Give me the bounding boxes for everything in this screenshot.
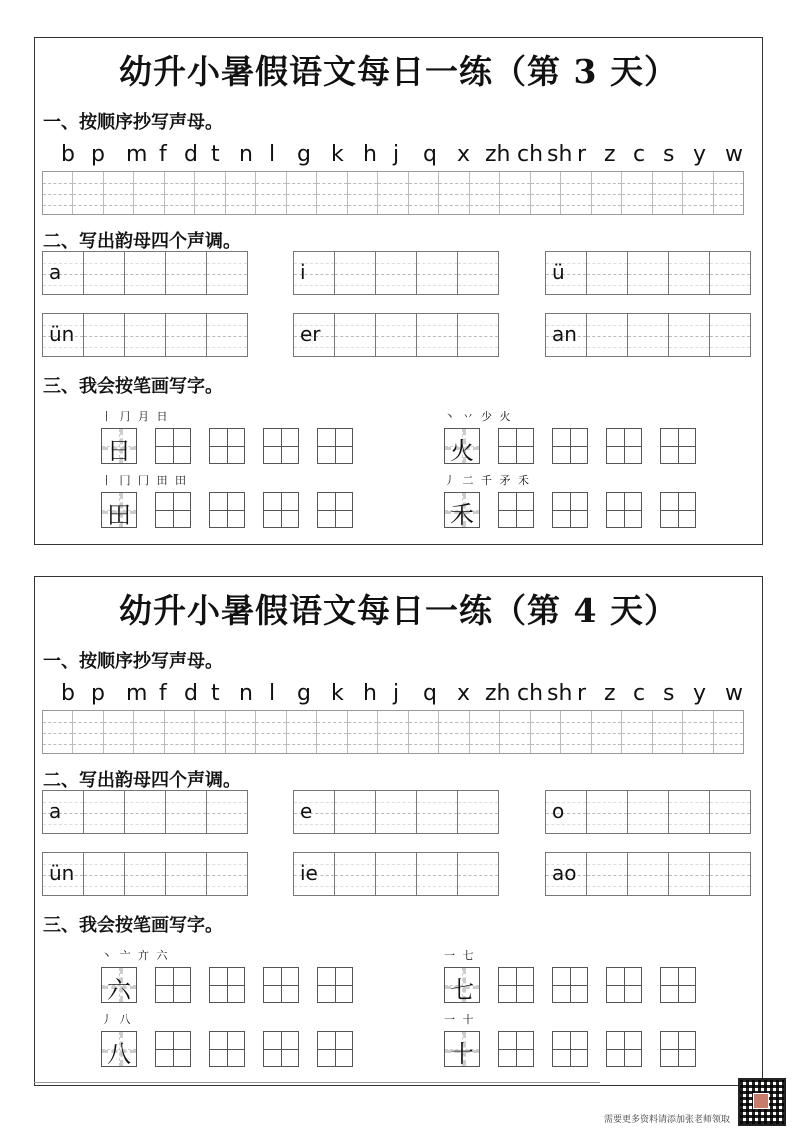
tone-cell[interactable] — [457, 251, 499, 295]
footer-note: 需要更多资料请添加张老师领取 — [603, 1115, 730, 1125]
initial-letter: l — [269, 681, 276, 706]
stroke-order: 丿 八 — [101, 1013, 133, 1026]
copy-cell[interactable] — [470, 711, 500, 753]
tianzige-cell[interactable] — [209, 1031, 245, 1067]
stroke-order: 丶 丷 少 火 — [444, 410, 513, 423]
tone-cell[interactable] — [416, 790, 458, 834]
tone-write-group[interactable] — [42, 790, 248, 834]
final-label: o — [552, 799, 565, 823]
copy-cell[interactable] — [592, 711, 622, 753]
tone-cell[interactable] — [206, 251, 248, 295]
copy-cell[interactable] — [104, 172, 134, 214]
tone-cell[interactable] — [627, 790, 669, 834]
model-character: 火 — [450, 437, 474, 465]
initial-letter: t — [211, 681, 220, 706]
tone-cell[interactable] — [457, 313, 499, 357]
copy-cell[interactable] — [256, 172, 286, 214]
tone-cell[interactable] — [375, 251, 417, 295]
initial-letter: l — [269, 142, 276, 167]
tone-cell[interactable] — [334, 251, 376, 295]
tone-cell[interactable] — [709, 313, 751, 357]
initial-letter: n — [239, 142, 253, 167]
tone-cell[interactable] — [416, 852, 458, 896]
section-3-heading: 三、我会按笔画写字。 — [43, 376, 223, 397]
initial-letter: h — [363, 681, 377, 706]
initial-letter: f — [159, 142, 167, 167]
tianzige-cell[interactable] — [444, 428, 480, 464]
footer-divider — [34, 1082, 600, 1083]
tianzige-cell[interactable] — [263, 492, 299, 528]
copy-cell[interactable] — [256, 711, 286, 753]
copy-cell[interactable] — [348, 172, 378, 214]
worksheet-day3 — [34, 37, 763, 545]
copy-cell[interactable] — [378, 172, 408, 214]
final-label: ün — [49, 322, 75, 346]
tone-write-group[interactable] — [293, 790, 499, 834]
tone-cell[interactable] — [668, 251, 710, 295]
copy-cell[interactable] — [531, 711, 561, 753]
initial-letter: ch — [517, 142, 544, 167]
copy-cell[interactable] — [714, 711, 743, 753]
initial-letter: j — [393, 681, 400, 706]
tone-cell[interactable] — [627, 251, 669, 295]
initial-letter: zh — [485, 142, 511, 167]
char-practice-row[interactable] — [444, 428, 714, 464]
tianzige-cell[interactable] — [209, 967, 245, 1003]
tone-cell[interactable] — [416, 251, 458, 295]
copy-cell[interactable] — [226, 711, 256, 753]
tianzige-cell[interactable] — [317, 967, 353, 1003]
tianzige-cell[interactable] — [498, 492, 534, 528]
tianzige-cell[interactable] — [606, 492, 642, 528]
copy-cell[interactable] — [622, 711, 652, 753]
stroke-order: 丶 亠 亣 六 — [101, 949, 170, 962]
copy-cell[interactable] — [500, 172, 530, 214]
copy-cell[interactable] — [531, 172, 561, 214]
copy-cell[interactable] — [500, 711, 530, 753]
char-practice-row[interactable] — [101, 492, 371, 528]
initial-letter: s — [663, 142, 675, 167]
stroke-order: 丿 二 千 矛 禾 — [444, 474, 531, 487]
char-practice-row[interactable] — [444, 967, 714, 1003]
tone-cell[interactable] — [293, 251, 335, 295]
tianzige-cell[interactable] — [660, 492, 696, 528]
copy-cell[interactable] — [653, 711, 683, 753]
tone-cell[interactable] — [586, 251, 628, 295]
qr-avatar — [753, 1093, 769, 1109]
tone-cell[interactable] — [586, 790, 628, 834]
tone-cell[interactable] — [42, 790, 84, 834]
stroke-order: 一 十 — [444, 1013, 476, 1026]
stroke-order: 一 七 — [444, 949, 476, 962]
tianzige-cell[interactable] — [317, 428, 353, 464]
tianzige-cell[interactable] — [317, 1031, 353, 1067]
copy-cell[interactable] — [653, 172, 683, 214]
initials-row — [35, 142, 764, 172]
final-label: ao — [552, 861, 577, 885]
final-label: ie — [300, 861, 318, 885]
copy-cell[interactable] — [348, 711, 378, 753]
tone-write-group[interactable] — [42, 251, 248, 295]
tone-cell[interactable] — [545, 790, 587, 834]
tianzige-cell[interactable] — [498, 1031, 534, 1067]
tone-cell[interactable] — [668, 313, 710, 357]
initial-letter: q — [423, 142, 437, 167]
tone-cell[interactable] — [42, 852, 84, 896]
copy-cell[interactable] — [561, 172, 591, 214]
copy-cell[interactable] — [226, 172, 256, 214]
tone-cell[interactable] — [206, 790, 248, 834]
initial-letter: y — [693, 142, 707, 167]
tone-cell[interactable] — [709, 790, 751, 834]
copy-cell[interactable] — [287, 711, 317, 753]
initial-letter: d — [184, 142, 198, 167]
final-label: a — [49, 799, 62, 823]
tianzige-cell[interactable] — [444, 492, 480, 528]
initial-letter: b — [61, 681, 75, 706]
final-label: e — [300, 799, 313, 823]
final-label: ün — [49, 861, 75, 885]
initial-letter: x — [457, 681, 471, 706]
initial-letter: t — [211, 142, 220, 167]
tone-cell[interactable] — [545, 313, 587, 357]
initial-letter: sh — [547, 681, 573, 706]
worksheet-day4 — [34, 576, 763, 1086]
tianzige-cell[interactable] — [498, 967, 534, 1003]
copy-cell[interactable] — [134, 711, 164, 753]
copy-cell[interactable] — [195, 172, 225, 214]
tone-cell[interactable] — [334, 313, 376, 357]
copy-cell[interactable] — [409, 172, 439, 214]
section-1-heading: 一、按顺序抄写声母。 — [43, 651, 223, 672]
tone-cell[interactable] — [124, 313, 166, 357]
copy-cell[interactable] — [561, 711, 591, 753]
model-character: 七 — [450, 976, 474, 1004]
copy-cell[interactable] — [470, 172, 500, 214]
tone-cell[interactable] — [42, 251, 84, 295]
tone-write-group[interactable] — [42, 852, 248, 896]
copy-grid[interactable] — [42, 710, 744, 754]
initial-letter: z — [604, 142, 616, 167]
initial-letter: f — [159, 681, 167, 706]
copy-cell[interactable] — [409, 711, 439, 753]
copy-cell[interactable] — [439, 711, 469, 753]
tone-cell[interactable] — [165, 313, 207, 357]
tone-cell[interactable] — [42, 313, 84, 357]
tone-cell[interactable] — [165, 251, 207, 295]
copy-cell[interactable] — [592, 172, 622, 214]
initial-letter: k — [331, 142, 344, 167]
tone-write-group[interactable] — [293, 313, 499, 357]
section-2-heading: 二、写出韵母四个声调。 — [43, 770, 241, 791]
tianzige-cell[interactable] — [263, 1031, 299, 1067]
char-practice-row[interactable] — [444, 492, 714, 528]
stroke-order: 丨 ⼌ 冂 田 田 — [101, 474, 188, 487]
tone-cell[interactable] — [375, 790, 417, 834]
copy-cell[interactable] — [714, 172, 743, 214]
tone-cell[interactable] — [334, 852, 376, 896]
tone-cell[interactable] — [627, 852, 669, 896]
copy-grid[interactable] — [42, 171, 744, 215]
copy-cell[interactable] — [683, 172, 713, 214]
tone-cell[interactable] — [293, 852, 335, 896]
initial-letter: q — [423, 681, 437, 706]
tone-cell[interactable] — [586, 313, 628, 357]
worksheet-title: 幼升小暑假语文每日一练（第 3 天） — [119, 52, 678, 91]
tianzige-cell[interactable] — [606, 428, 642, 464]
initial-letter: d — [184, 681, 198, 706]
initial-letter: h — [363, 142, 377, 167]
initial-letter: w — [725, 142, 743, 167]
copy-cell[interactable] — [683, 711, 713, 753]
tianzige-cell[interactable] — [101, 492, 137, 528]
copy-cell[interactable] — [287, 172, 317, 214]
initial-letter: j — [393, 142, 400, 167]
section-3-heading: 三、我会按笔画写字。 — [43, 915, 223, 936]
tone-cell[interactable] — [293, 313, 335, 357]
model-character: 六 — [107, 976, 131, 1004]
initial-letter: z — [604, 681, 616, 706]
tone-cell[interactable] — [334, 790, 376, 834]
model-character: 禾 — [450, 501, 474, 529]
tianzige-cell[interactable] — [317, 492, 353, 528]
tianzige-cell[interactable] — [660, 428, 696, 464]
tone-cell[interactable] — [545, 852, 587, 896]
tianzige-cell[interactable] — [660, 967, 696, 1003]
initial-letter: g — [297, 681, 311, 706]
initial-letter: m — [126, 142, 148, 167]
copy-cell[interactable] — [73, 172, 103, 214]
tianzige-cell[interactable] — [444, 1031, 480, 1067]
tone-cell[interactable] — [457, 790, 499, 834]
tone-cell[interactable] — [545, 251, 587, 295]
stroke-order: 丨 ⺆ 月 日 — [101, 410, 170, 423]
tone-write-group[interactable] — [293, 251, 499, 295]
tone-cell[interactable] — [206, 313, 248, 357]
tone-cell[interactable] — [586, 852, 628, 896]
tianzige-cell[interactable] — [552, 428, 588, 464]
tone-cell[interactable] — [83, 852, 125, 896]
char-practice-row[interactable] — [444, 1031, 714, 1067]
tone-cell[interactable] — [709, 251, 751, 295]
tone-write-group[interactable] — [545, 313, 751, 357]
tianzige-cell[interactable] — [155, 967, 191, 1003]
tone-write-group[interactable] — [545, 251, 751, 295]
initial-letter: r — [577, 681, 587, 706]
copy-cell[interactable] — [104, 711, 134, 753]
tone-cell[interactable] — [124, 790, 166, 834]
tone-cell[interactable] — [124, 852, 166, 896]
tone-cell[interactable] — [416, 313, 458, 357]
final-label: a — [49, 260, 62, 284]
copy-cell[interactable] — [317, 172, 347, 214]
final-label: ü — [552, 260, 565, 284]
tone-cell[interactable] — [83, 790, 125, 834]
initial-letter: s — [663, 681, 675, 706]
tianzige-cell[interactable] — [155, 428, 191, 464]
tianzige-cell[interactable] — [552, 967, 588, 1003]
initial-letter: sh — [547, 142, 573, 167]
tianzige-cell[interactable] — [101, 967, 137, 1003]
tone-cell[interactable] — [668, 790, 710, 834]
tianzige-cell[interactable] — [263, 967, 299, 1003]
tianzige-cell[interactable] — [606, 1031, 642, 1067]
copy-cell[interactable] — [165, 711, 195, 753]
copy-cell[interactable] — [165, 172, 195, 214]
final-label: an — [552, 322, 577, 346]
char-practice-row[interactable] — [101, 428, 371, 464]
initial-letter: w — [725, 681, 743, 706]
model-character: 十 — [450, 1040, 474, 1068]
worksheet-title: 幼升小暑假语文每日一练（第 4 天） — [119, 591, 678, 630]
final-label: i — [300, 260, 306, 284]
tianzige-cell[interactable] — [155, 492, 191, 528]
tianzige-cell[interactable] — [101, 1031, 137, 1067]
tianzige-cell[interactable] — [606, 967, 642, 1003]
tone-cell[interactable] — [124, 251, 166, 295]
initial-letter: p — [91, 681, 105, 706]
tone-cell[interactable] — [83, 313, 125, 357]
tianzige-cell[interactable] — [498, 428, 534, 464]
copy-cell[interactable] — [134, 172, 164, 214]
tone-write-group[interactable] — [42, 313, 248, 357]
char-practice-row[interactable] — [101, 967, 371, 1003]
initial-letter: k — [331, 681, 344, 706]
initial-letter: p — [91, 142, 105, 167]
model-character: 日 — [107, 437, 131, 465]
tone-cell[interactable] — [375, 313, 417, 357]
tianzige-cell[interactable] — [263, 428, 299, 464]
initial-letter: c — [633, 681, 646, 706]
initial-letter: ch — [517, 681, 544, 706]
tone-cell[interactable] — [668, 852, 710, 896]
initial-letter: n — [239, 681, 253, 706]
copy-cell[interactable] — [622, 172, 652, 214]
tianzige-cell[interactable] — [552, 492, 588, 528]
copy-cell[interactable] — [43, 711, 73, 753]
tone-cell[interactable] — [206, 852, 248, 896]
final-label: er — [300, 322, 321, 346]
copy-cell[interactable] — [73, 711, 103, 753]
initial-letter: zh — [485, 681, 511, 706]
copy-cell[interactable] — [317, 711, 347, 753]
initial-letter: g — [297, 142, 311, 167]
tone-cell[interactable] — [375, 852, 417, 896]
model-character: 八 — [107, 1040, 131, 1068]
initial-letter: r — [577, 142, 587, 167]
tone-cell[interactable] — [627, 313, 669, 357]
tone-cell[interactable] — [165, 790, 207, 834]
initial-letter: c — [633, 142, 646, 167]
initial-letter: b — [61, 142, 75, 167]
model-character: 田 — [107, 501, 131, 529]
initial-letter: m — [126, 681, 148, 706]
tianzige-cell[interactable] — [155, 1031, 191, 1067]
section-2-heading: 二、写出韵母四个声调。 — [43, 231, 241, 252]
tone-cell[interactable] — [457, 852, 499, 896]
tone-cell[interactable] — [709, 852, 751, 896]
tianzige-cell[interactable] — [101, 428, 137, 464]
copy-cell[interactable] — [43, 172, 73, 214]
tianzige-cell[interactable] — [444, 967, 480, 1003]
tianzige-cell[interactable] — [660, 1031, 696, 1067]
copy-cell[interactable] — [378, 711, 408, 753]
char-practice-row[interactable] — [101, 1031, 371, 1067]
initials-row — [35, 681, 764, 711]
tone-write-group[interactable] — [545, 790, 751, 834]
tone-cell[interactable] — [165, 852, 207, 896]
initial-letter: x — [457, 142, 471, 167]
copy-cell[interactable] — [195, 711, 225, 753]
tianzige-cell[interactable] — [209, 492, 245, 528]
tianzige-cell[interactable] — [552, 1031, 588, 1067]
tone-write-group[interactable] — [293, 852, 499, 896]
tone-cell[interactable] — [293, 790, 335, 834]
initial-letter: y — [693, 681, 707, 706]
tone-cell[interactable] — [83, 251, 125, 295]
copy-cell[interactable] — [439, 172, 469, 214]
section-1-heading: 一、按顺序抄写声母。 — [43, 112, 223, 133]
tianzige-cell[interactable] — [209, 428, 245, 464]
tone-write-group[interactable] — [545, 852, 751, 896]
